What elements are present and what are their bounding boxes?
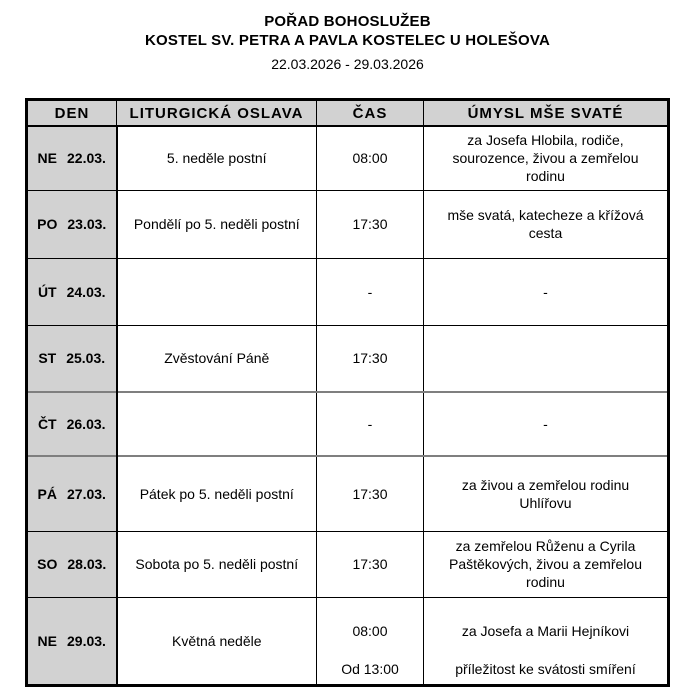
table-row bbox=[27, 190, 669, 258]
time-entry: Od 13:00 bbox=[341, 660, 399, 677]
day-cell bbox=[27, 531, 117, 597]
day-abbr: PÁ bbox=[37, 485, 57, 502]
day-cell bbox=[27, 392, 117, 456]
day-date: 23.03. bbox=[67, 216, 107, 232]
time-cell: 17:30 bbox=[317, 190, 424, 258]
header-celebration: LITURGICKÁ OSLAVA bbox=[117, 100, 317, 127]
intention-cell: - bbox=[424, 392, 669, 456]
date-range: 22.03.2026 - 29.03.2026 bbox=[271, 56, 424, 72]
time-cell: 08:00 bbox=[317, 126, 424, 190]
time-cell bbox=[317, 597, 424, 685]
day-date: 25.03. bbox=[66, 350, 106, 367]
time-cell: 17:30 bbox=[317, 456, 424, 531]
day-cell bbox=[27, 456, 117, 531]
header-intention: ÚMYSL MŠE SVATÉ bbox=[424, 100, 669, 127]
celebration-cell bbox=[117, 392, 317, 456]
intention-cell: za živou a zemřelou rodinu Uhlířovu bbox=[424, 456, 669, 531]
time-cell: - bbox=[317, 392, 424, 456]
intention-list bbox=[440, 600, 651, 682]
day-abbr: NE bbox=[37, 632, 57, 649]
day-cell bbox=[27, 325, 117, 392]
celebration-cell: Zvěstování Páně bbox=[117, 325, 317, 392]
page-title: POŘAD BOHOSLUŽEB bbox=[264, 13, 431, 30]
table-row bbox=[27, 392, 669, 456]
celebration-cell: 5. neděle postní bbox=[117, 126, 317, 190]
celebration-cell bbox=[117, 258, 317, 325]
day-abbr: ČT bbox=[37, 416, 57, 432]
table-header bbox=[27, 100, 669, 127]
table-row bbox=[27, 325, 669, 392]
day-cell bbox=[27, 258, 117, 325]
intention-entry: příležitost ke svátosti smíření bbox=[455, 660, 636, 677]
celebration-cell: Pondělí po 5. neděli postní bbox=[117, 190, 317, 258]
table-row bbox=[27, 258, 669, 325]
intention-cell: za Josefa Hlobila, rodiče, sourozence, živou a zemřelou rodinu bbox=[424, 126, 669, 190]
time-entry: 08:00 bbox=[352, 622, 388, 639]
day-cell bbox=[27, 597, 117, 685]
day-cell bbox=[27, 190, 117, 258]
celebration-cell: Sobota po 5. neděli postní bbox=[117, 531, 317, 597]
day-date: 29.03. bbox=[67, 632, 106, 649]
day-abbr: SO bbox=[37, 556, 58, 572]
day-date: 26.03. bbox=[66, 416, 106, 432]
table-row bbox=[27, 456, 669, 531]
time-list bbox=[321, 600, 419, 682]
time-cell: - bbox=[317, 258, 424, 325]
header-day: DEN bbox=[27, 100, 117, 127]
day-cell bbox=[27, 126, 117, 190]
mass-schedule-table bbox=[25, 98, 670, 687]
intention-cell bbox=[424, 597, 669, 685]
day-date: 22.03. bbox=[67, 150, 106, 167]
table-row bbox=[27, 531, 669, 597]
day-abbr: ST bbox=[38, 350, 57, 367]
time-cell: 17:30 bbox=[317, 531, 424, 597]
intention-cell: - bbox=[424, 258, 669, 325]
intention-cell: mše svatá, katecheze a křížová cesta bbox=[424, 190, 669, 258]
table-row bbox=[27, 597, 669, 685]
celebration-cell: Pátek po 5. neděli postní bbox=[117, 456, 317, 531]
header-row bbox=[27, 100, 669, 127]
day-abbr: ÚT bbox=[37, 283, 57, 300]
day-date: 24.03. bbox=[66, 283, 106, 300]
day-date: 27.03. bbox=[67, 485, 106, 502]
day-abbr: PO bbox=[37, 216, 58, 232]
header-time: ČAS bbox=[317, 100, 424, 127]
celebration-cell: Květná neděle bbox=[117, 597, 317, 685]
time-cell: 17:30 bbox=[317, 325, 424, 392]
intention-cell: za zemřelou Růženu a Cyrila Paštěkových, živou a zemřelou rodinu bbox=[424, 531, 669, 597]
intention-cell bbox=[424, 325, 669, 392]
title-block bbox=[0, 0, 695, 73]
church-name: KOSTEL SV. PETRA A PAVLA KOSTELEC U HOLEŠOVA bbox=[145, 32, 550, 49]
table-row bbox=[27, 126, 669, 190]
day-date: 28.03. bbox=[67, 556, 107, 572]
intention-entry: za Josefa a Marii Hejníkovi bbox=[461, 622, 630, 639]
day-abbr: NE bbox=[37, 150, 57, 167]
